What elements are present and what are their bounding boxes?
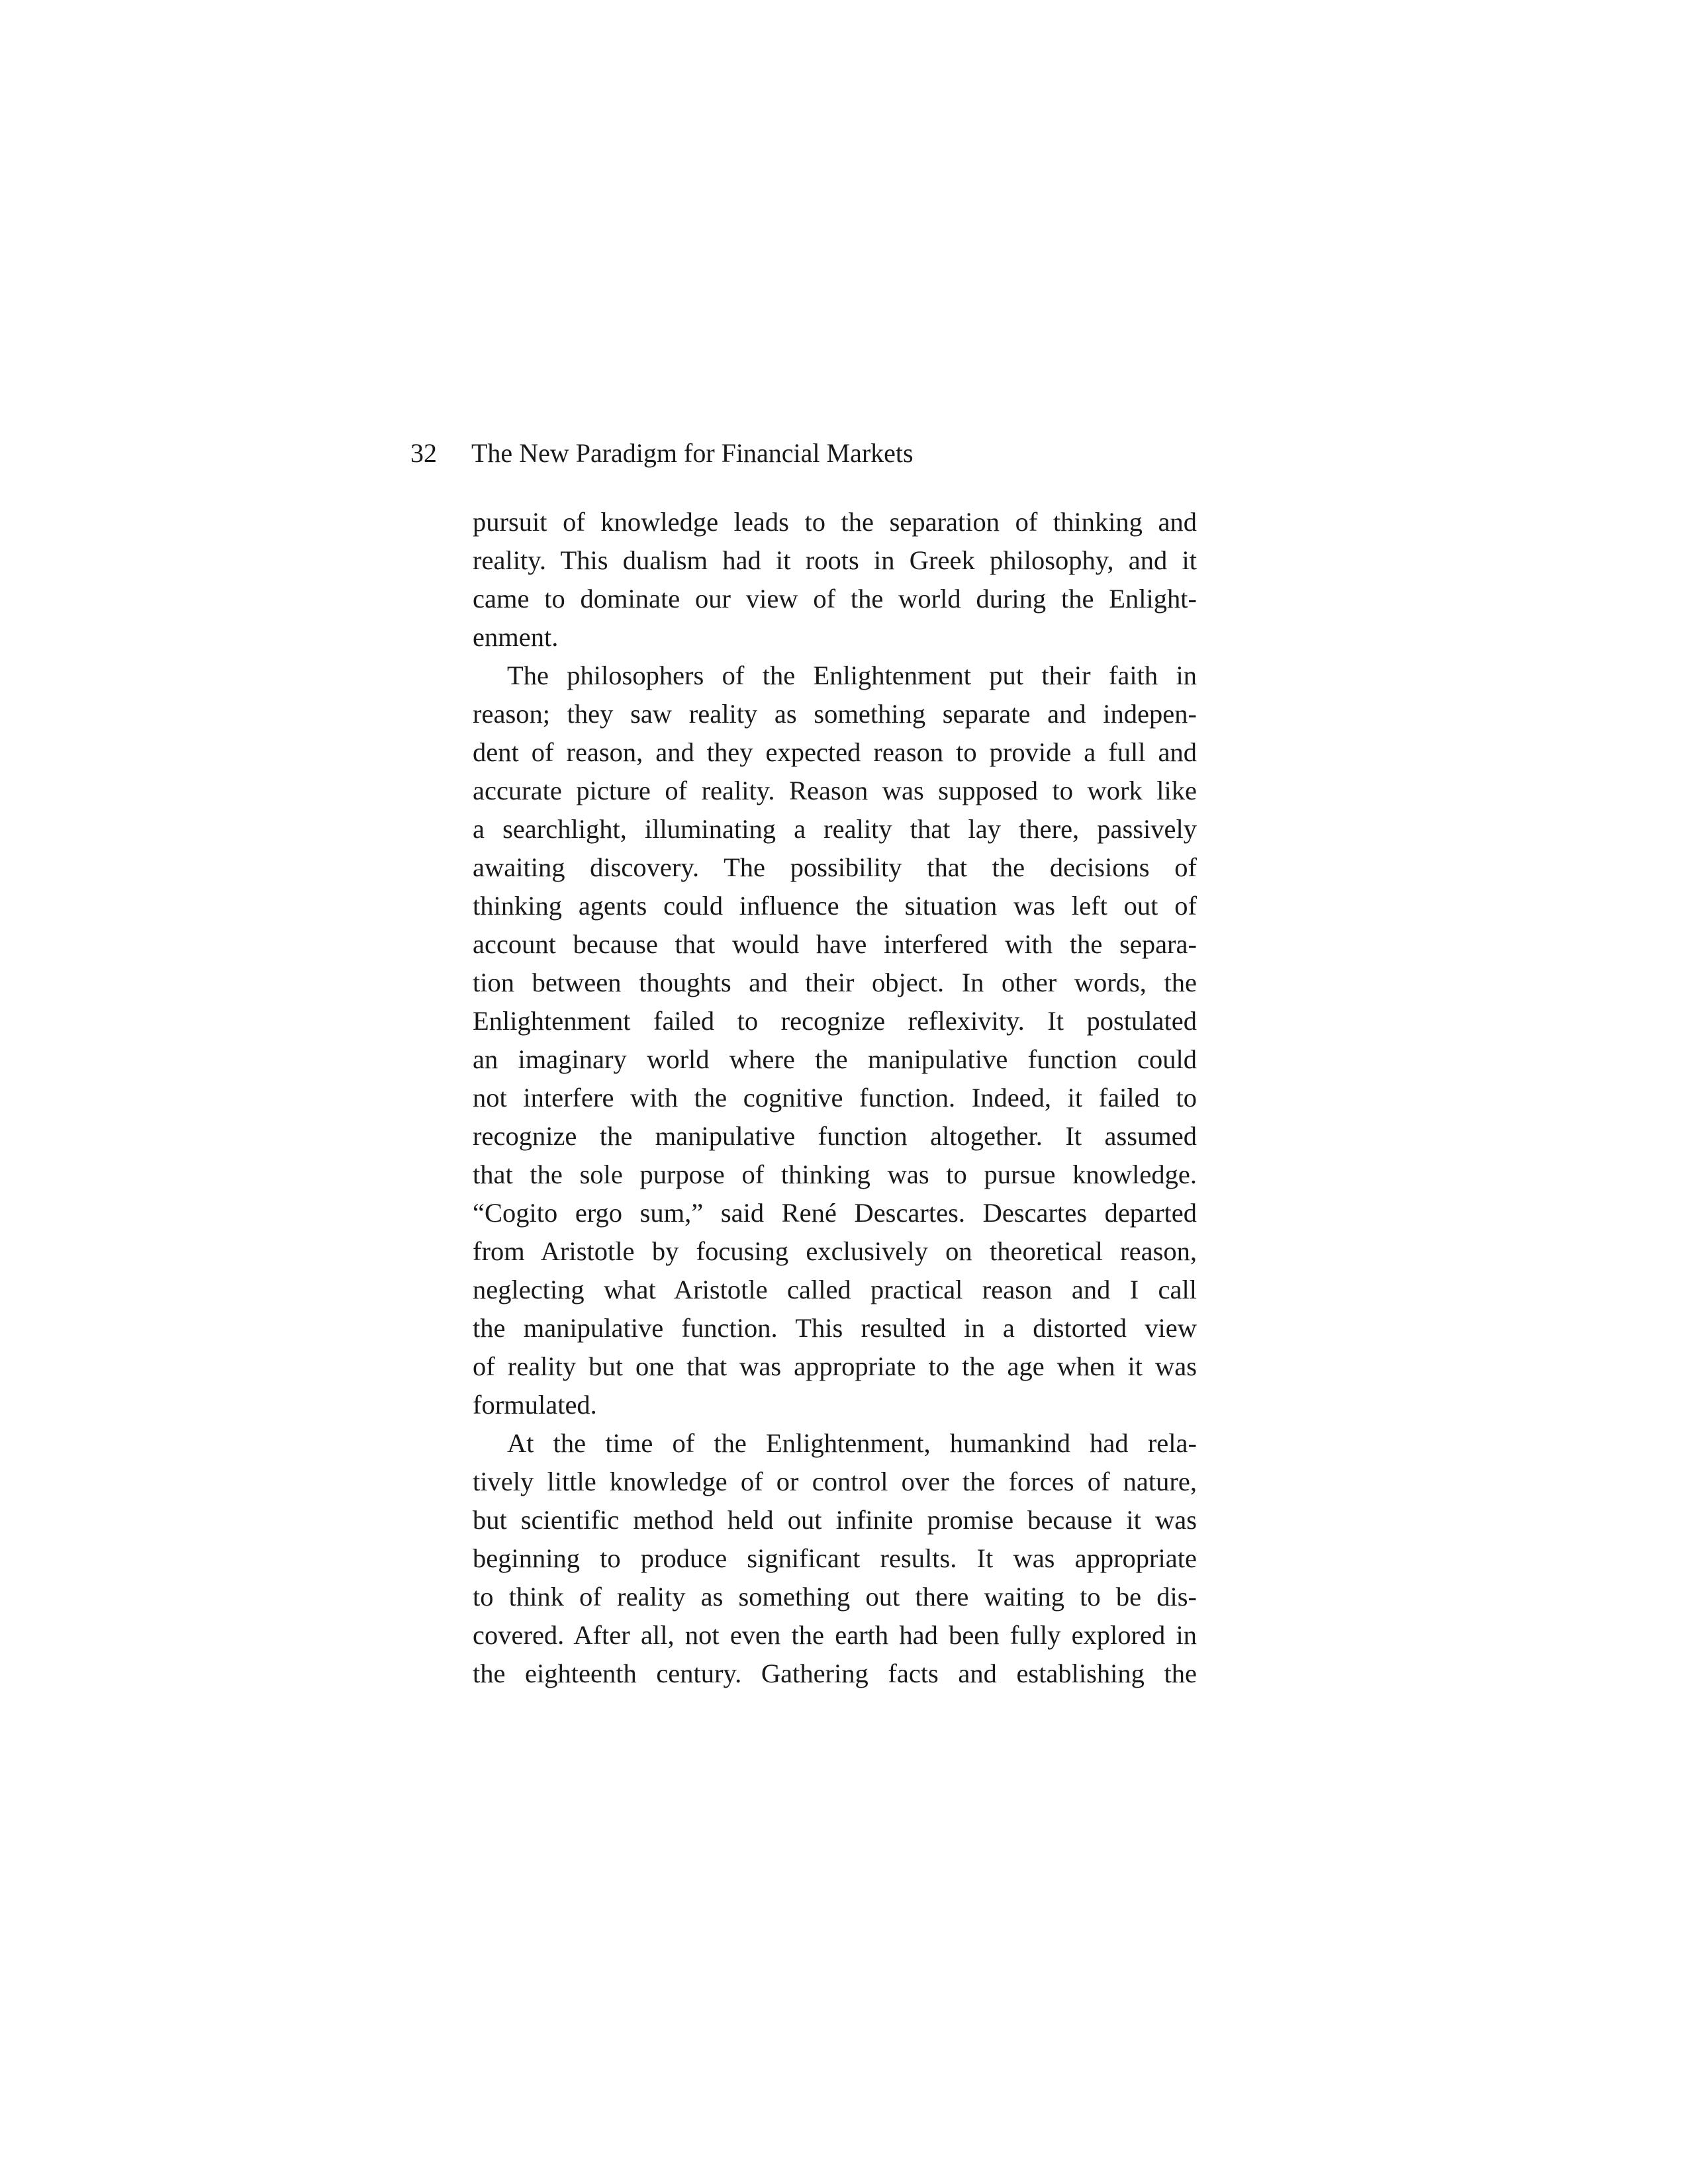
text-line: formulated. <box>473 1390 597 1420</box>
text-line: beginning to produce significant results. It was appropriate <box>473 1543 1197 1573</box>
text-line: The philosophers of the Enlightenment put their faith in <box>507 660 1197 690</box>
text-line: the manipulative function. This resulted in a distorted view <box>473 1313 1197 1343</box>
text-line: not interfere with the cognitive function. Indeed, it failed to <box>473 1083 1197 1113</box>
text-line: awaiting discovery. The possibility that the decisions of <box>473 852 1197 882</box>
text-line: of reality but one that was appropriate to the age when it was <box>473 1351 1197 1381</box>
text-line: account because that would have interfered with the separa- <box>473 929 1197 959</box>
text-line: recognize the manipulative function altogether. It assumed <box>473 1121 1197 1151</box>
page-number: 32 <box>410 438 437 468</box>
text-line: came to dominate our view of the world during the Enlight- <box>473 584 1197 614</box>
text-line: neglecting what Aristotle called practical reason and I call <box>473 1275 1197 1304</box>
text-line: Enlightenment failed to recognize reflexivity. It postulated <box>473 1006 1197 1036</box>
text-line: tion between thoughts and their object. In other words, the <box>473 968 1197 997</box>
text-line: but scientific method held out infinite promise because it was <box>473 1505 1197 1535</box>
text-line: an imaginary world where the manipulative function could <box>473 1044 1197 1074</box>
text-line: the eighteenth century. Gathering facts and establishing the <box>473 1659 1197 1688</box>
paragraph <box>473 503 1197 657</box>
text-line: At the time of the Enlightenment, humankind had rela- <box>507 1428 1197 1458</box>
running-head-title: The New Paradigm for Financial Markets <box>471 438 914 468</box>
text-line: reality. This dualism had it roots in Greek philosophy, and it <box>473 545 1197 575</box>
text-line: accurate picture of reality. Reason was supposed to work like <box>473 776 1197 805</box>
text-line: pursuit of knowledge leads to the separation of thinking and <box>473 507 1197 537</box>
text-line: to think of reality as something out there waiting to be dis- <box>473 1582 1197 1612</box>
text-line: from Aristotle by focusing exclusively on theoretical reason, <box>473 1236 1197 1266</box>
text-line: thinking agents could influence the situation was left out of <box>473 891 1197 921</box>
text-line: covered. After all, not even the earth had been fully explored in <box>473 1620 1197 1650</box>
text-line: enment. <box>473 622 559 652</box>
paragraph <box>473 1424 1197 1693</box>
body-text <box>473 503 1197 1693</box>
text-line: a searchlight, illuminating a reality that lay there, passively <box>473 814 1197 844</box>
text-line: that the sole purpose of thinking was to pursue knowledge. <box>473 1160 1197 1189</box>
text-line: “Cogito ergo sum,” said René Descartes. Descartes departed <box>473 1198 1197 1228</box>
text-line: reason; they saw reality as something separate and indepen- <box>473 699 1197 729</box>
text-line: dent of reason, and they expected reason to provide a full and <box>473 737 1197 767</box>
running-head <box>410 433 1205 473</box>
paragraph <box>473 657 1197 1424</box>
text-line: tively little knowledge of or control over the forces of nature, <box>473 1467 1197 1496</box>
